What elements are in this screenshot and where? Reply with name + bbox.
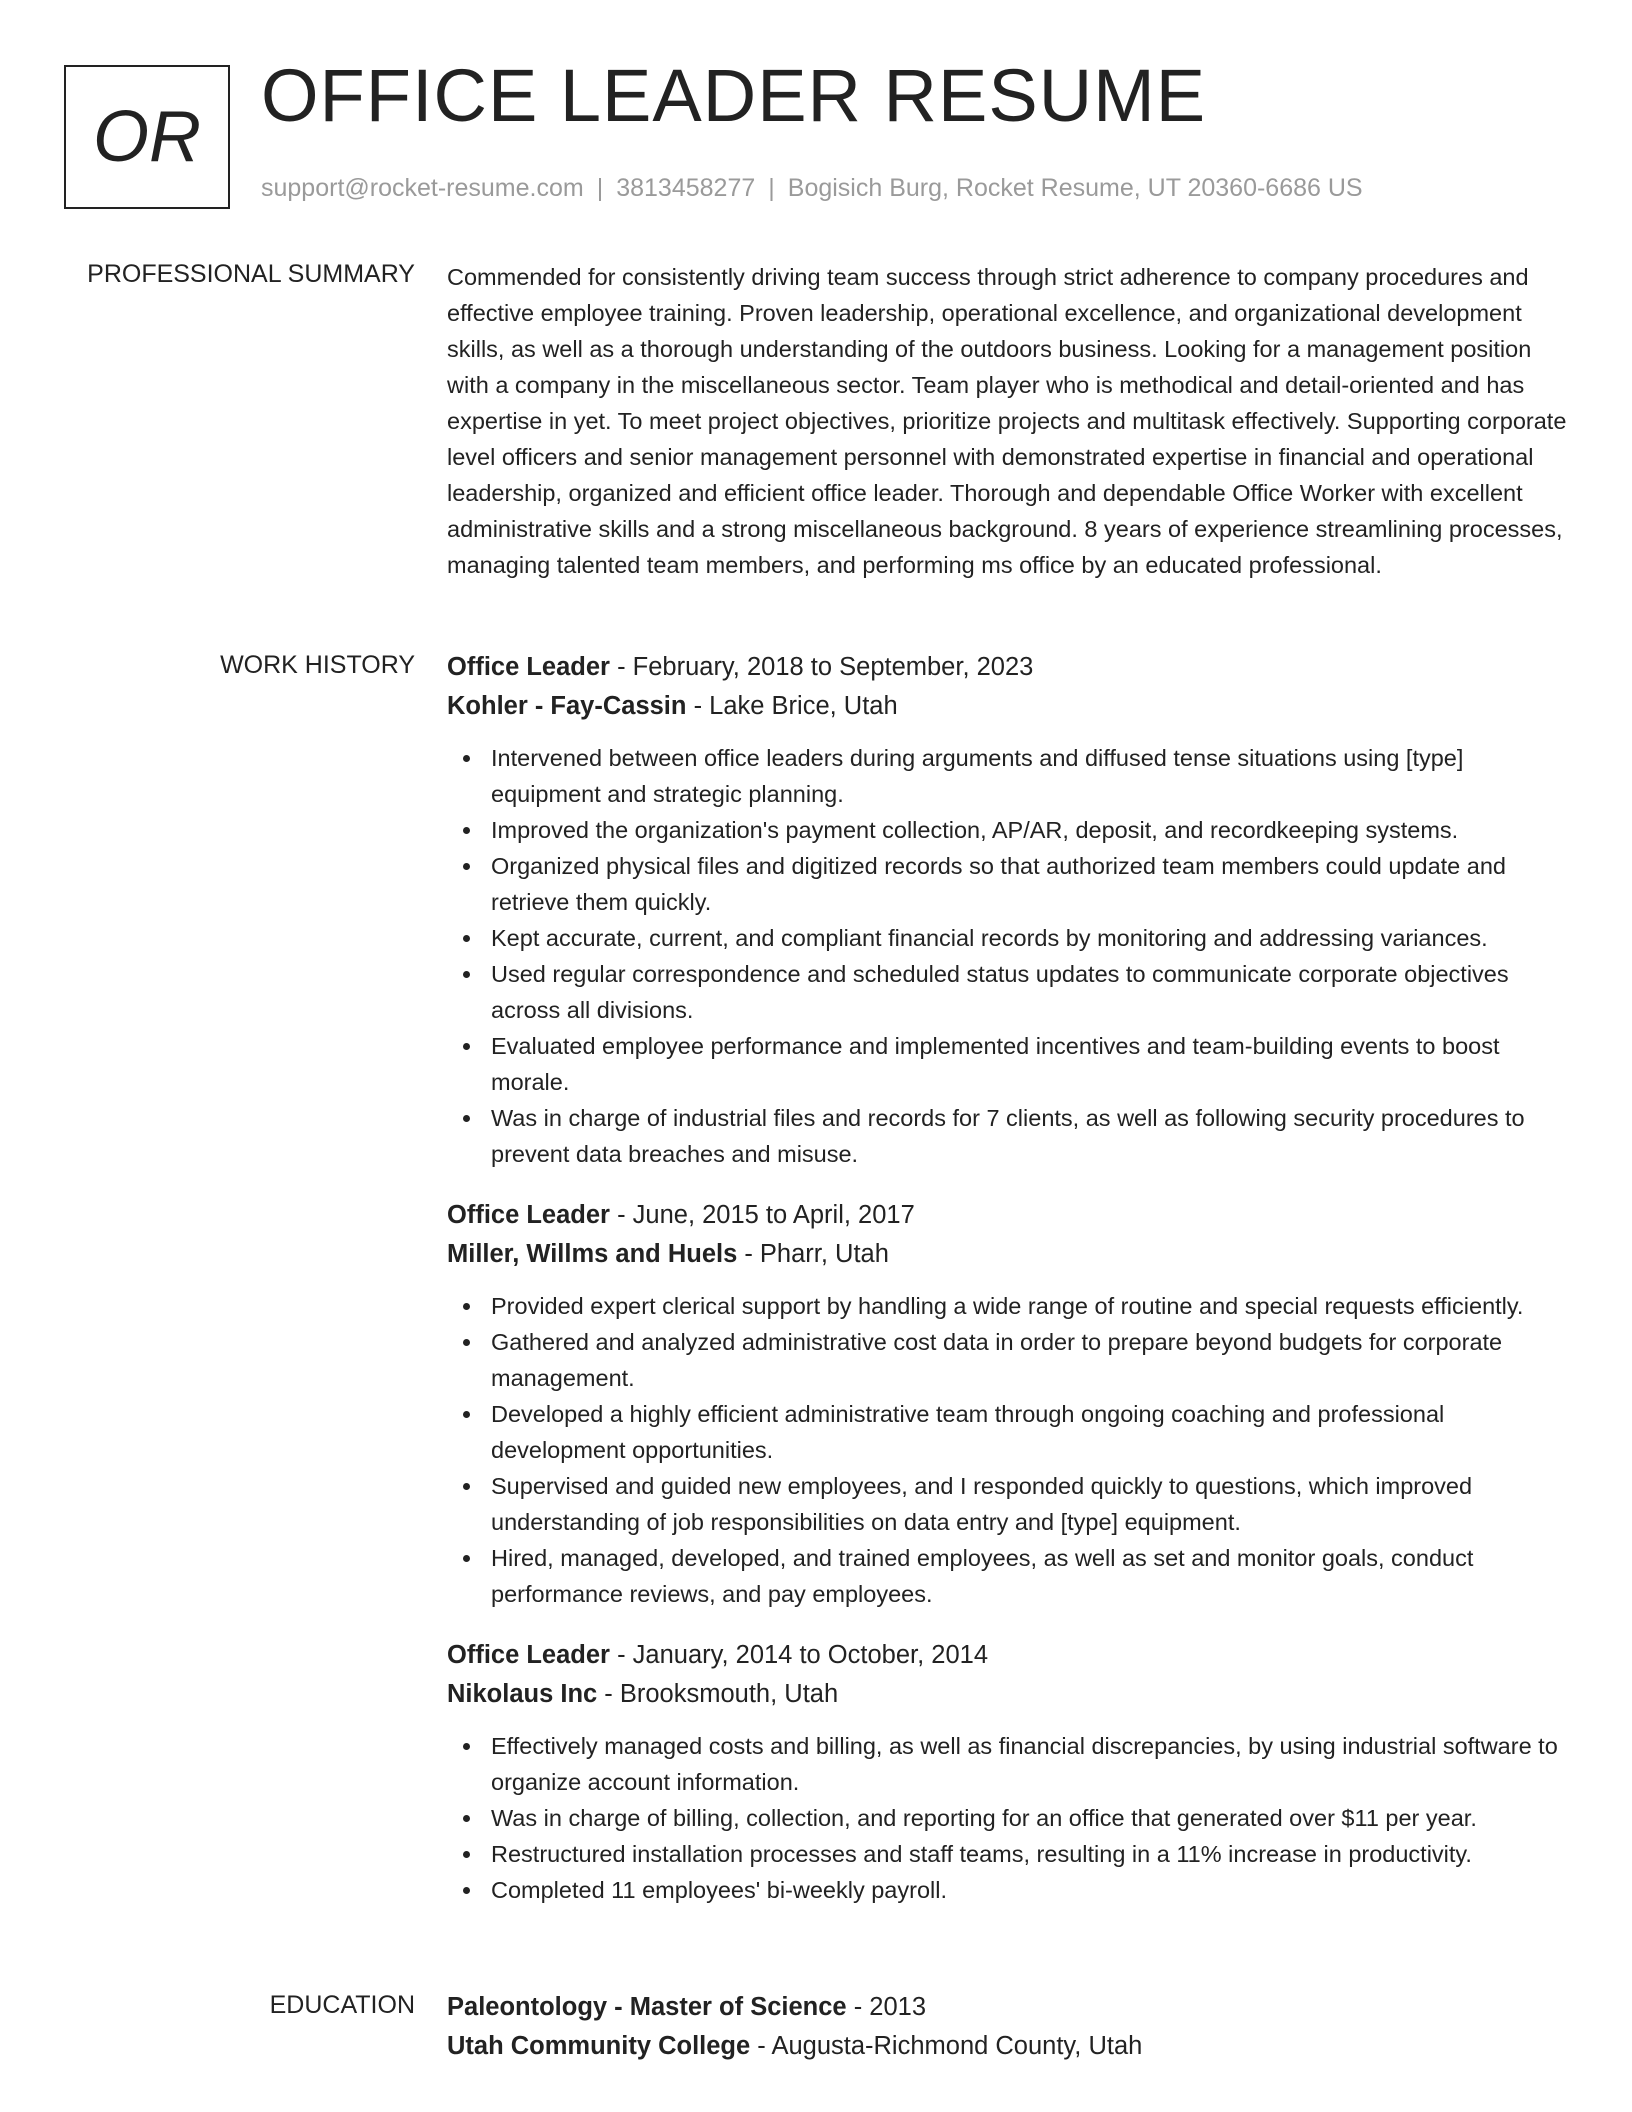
- job-company: Nikolaus Inc: [447, 1680, 598, 1708]
- job-bullet: Gathered and analyzed administrative cost data in order to prepare beyond budgets for corporate management.: [447, 1324, 1567, 1396]
- job-bullet: Intervened between office leaders during arguments and diffused tense situations using [type] equipment and strategic planning.: [447, 740, 1567, 812]
- job-title: Office Leader: [447, 1201, 610, 1229]
- education-school-line: [447, 2027, 1567, 2066]
- education-heading: EDUCATION: [269, 1991, 415, 2019]
- job-entry: [447, 1636, 1567, 1908]
- job-bullet: Completed 11 employees' bi-weekly payroll.: [447, 1872, 1567, 1908]
- job-company-line: [447, 687, 1567, 726]
- job-dates: - June, 2015 to April, 2017: [609, 1201, 915, 1229]
- job-title-line: [447, 1196, 1567, 1235]
- job-location: - Lake Brice, Utah: [686, 692, 898, 720]
- summary-text: Commended for consistently driving team success through strict adherence to company procedures and effective employee training. Proven leadership, operational excellence, and organizational development skills, as well as a thorough understanding of the outdoors business. Looking for a management position with a company in the miscellaneous sector. Team player who is methodical and detail-oriented and has expertise in yet. To meet project objectives, prioritize projects and multitask effectively. Supporting corporate level officers and senior management personnel with demonstrated expertise in financial and operational leadership, organized and efficient office leader. Thorough and dependable Office Worker with excellent administrative skills and a strong miscellaneous background. 8 years of experience streamlining processes, managing talented team members, and performing ms office by an educated professional.: [447, 264, 1567, 578]
- job-company: Miller, Willms and Huels: [447, 1240, 738, 1268]
- job-dates: - February, 2018 to September, 2023: [609, 653, 1034, 681]
- job-location: - Brooksmouth, Utah: [597, 1680, 839, 1708]
- job-bullet: Developed a highly efficient administrative team through ongoing coaching and professional development opportunities.: [447, 1396, 1567, 1468]
- education-school: Utah Community College: [447, 2032, 751, 2060]
- job-bullet: Improved the organization's payment collection, AP/AR, deposit, and recordkeeping systems.: [447, 812, 1567, 848]
- contact-address: Bogisich Burg, Rocket Resume, UT 20360-6686 US: [787, 174, 1363, 202]
- job-bullet: Was in charge of industrial files and records for 7 clients, as well as following security procedures to prevent data breaches and misuse.: [447, 1100, 1567, 1172]
- job-title-line: [447, 1636, 1567, 1675]
- work-history-heading: WORK HISTORY: [220, 651, 415, 679]
- job-title: Office Leader: [447, 653, 610, 681]
- job-bullet: Evaluated employee performance and implemented incentives and team-building events to boost morale.: [447, 1028, 1567, 1100]
- job-bullet: Effectively managed costs and billing, as well as financial discrepancies, by using industrial software to organize account information.: [447, 1728, 1567, 1800]
- contact-line: [261, 174, 1363, 203]
- education-degree: Paleontology - Master of Science: [447, 1993, 847, 2021]
- job-bullet: Restructured installation processes and staff teams, resulting in a 11% increase in productivity.: [447, 1836, 1567, 1872]
- summary-heading: PROFESSIONAL SUMMARY: [87, 260, 415, 288]
- contact-separator: |: [768, 174, 775, 202]
- contact-separator: |: [596, 174, 604, 202]
- job-bullet: Hired, managed, developed, and trained employees, as well as set and monitor goals, conduct performance reviews, and pay employees.: [447, 1540, 1567, 1612]
- job-bullet: Provided expert clerical support by handling a wide range of routine and special requests efficiently.: [447, 1288, 1567, 1324]
- job-title: Office Leader: [447, 1641, 610, 1669]
- job-company: Kohler - Fay-Cassin: [447, 692, 687, 720]
- job-title-line: [447, 648, 1567, 687]
- education-year: - 2013: [846, 1993, 926, 2021]
- contact-phone: 3813458277: [616, 174, 756, 202]
- job-bullet-list: [447, 740, 1567, 1172]
- monogram-initials: OR: [93, 97, 201, 177]
- education-location: - Augusta-Richmond County, Utah: [750, 2032, 1143, 2060]
- monogram-box: [64, 65, 230, 209]
- job-bullet-list: [447, 1728, 1567, 1908]
- resume-title: OFFICE LEADER RESUME: [261, 54, 1207, 137]
- job-bullet: Kept accurate, current, and compliant financial records by monitoring and addressing variances.: [447, 920, 1567, 956]
- job-company-line: [447, 1675, 1567, 1714]
- job-company-line: [447, 1235, 1567, 1274]
- job-bullet-list: [447, 1288, 1567, 1612]
- job-bullet: Used regular correspondence and scheduled status updates to communicate corporate objectives across all divisions.: [447, 956, 1567, 1028]
- job-bullet: Supervised and guided new employees, and I responded quickly to questions, which improved understanding of job responsibilities on data entry and [type] equipment.: [447, 1468, 1567, 1540]
- job-dates: - January, 2014 to October, 2014: [609, 1641, 989, 1669]
- job-bullet: Organized physical files and digitized records so that authorized team members could update and retrieve them quickly.: [447, 848, 1567, 920]
- job-bullet: Was in charge of billing, collection, and reporting for an office that generated over $11 per year.: [447, 1800, 1567, 1836]
- job-location: - Pharr, Utah: [737, 1240, 889, 1268]
- education-degree-line: [447, 1988, 1567, 2027]
- contact-email: support@rocket-resume.com: [261, 174, 584, 202]
- job-entry: [447, 648, 1567, 1172]
- job-entry: [447, 1196, 1567, 1612]
